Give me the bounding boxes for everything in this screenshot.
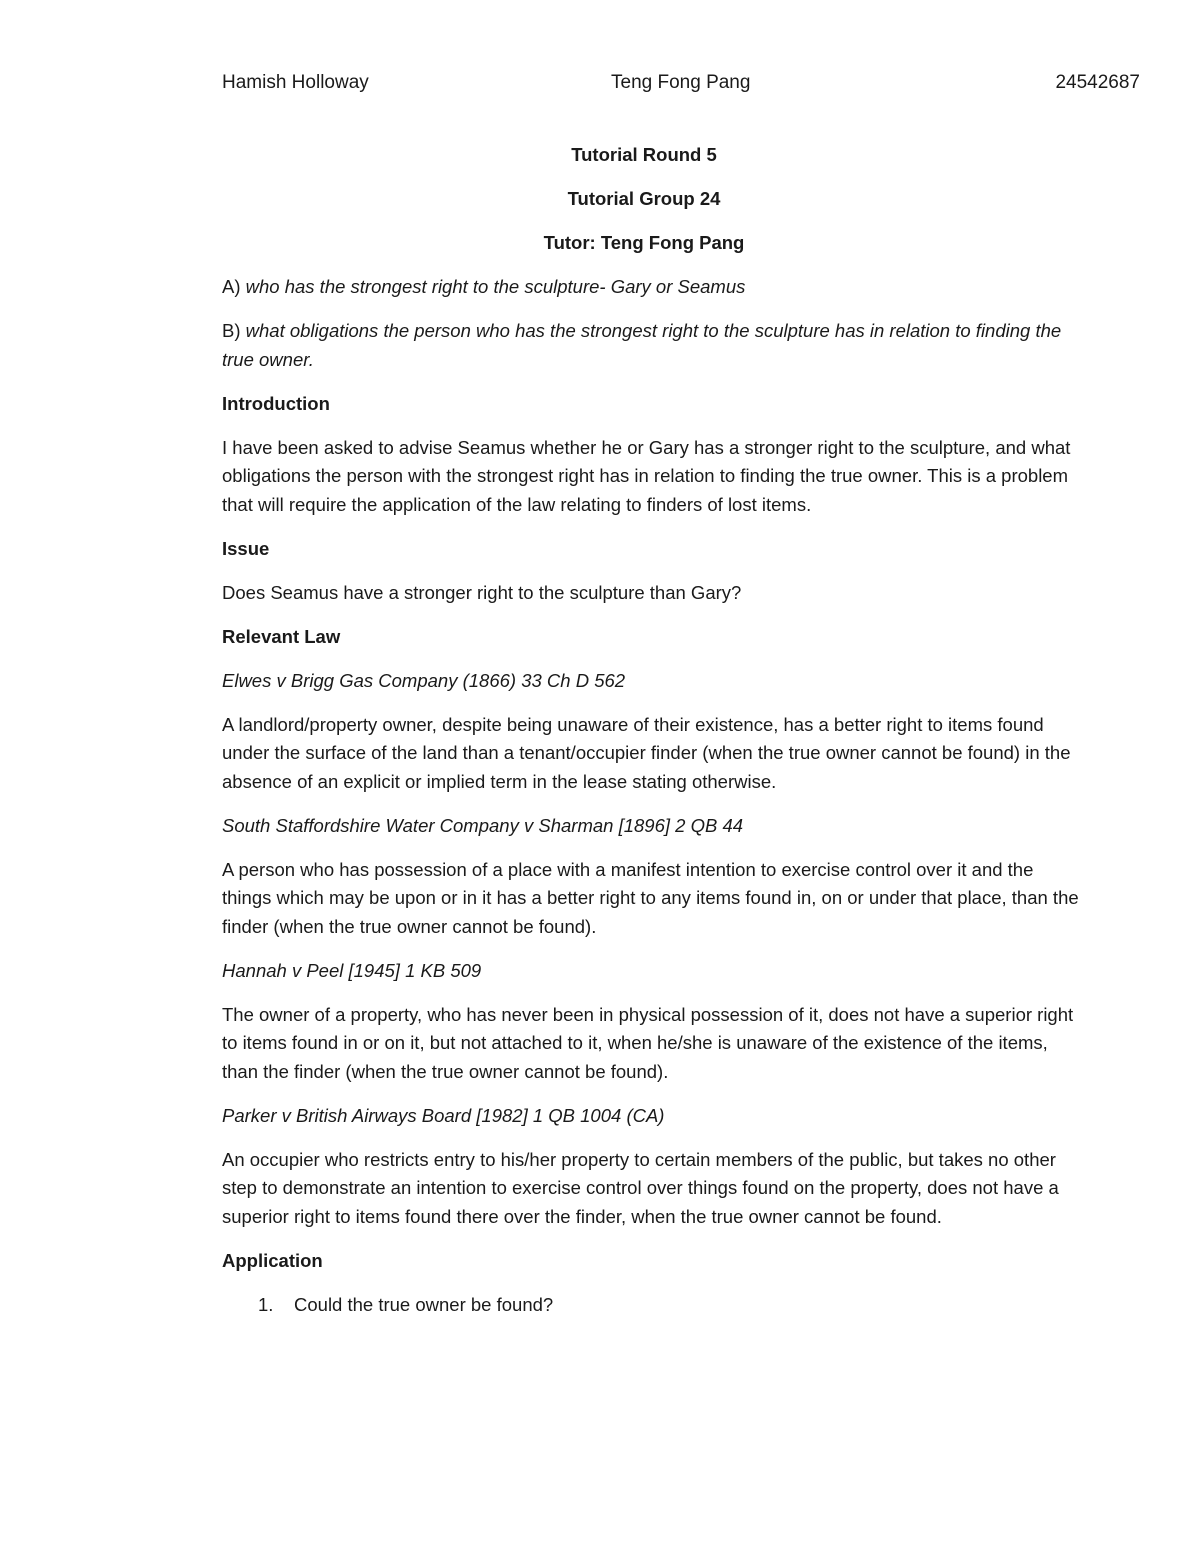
- question-a-text: who has the strongest right to the sculpture- Gary or Seamus: [245, 276, 746, 297]
- case-text-parker: An occupier who restricts entry to his/her property to certain members of the public, but takes no other step to demonstrate an intention to exercise control over things found on the property, does not have a superior right to items found there over the finder, when the true owner cannot be found.: [222, 1148, 1059, 1227]
- header-author: Hamish Holloway: [222, 72, 369, 93]
- application-heading: Application: [222, 1249, 323, 1271]
- question-a: [222, 273, 1082, 302]
- application-list: [222, 1291, 1082, 1320]
- title-tutor: Tutor: Teng Fong Pang: [543, 232, 745, 253]
- case-text-south-staffordshire: A person who has possession of a place with a manifest intention to exercise control over it and the things which may be upon or in it has a better right to any items found in, on or under that place, than the finder (when the true owner cannot be found).: [222, 858, 1079, 937]
- case-text-hannah: The owner of a property, who has never been in physical possession of it, does not have a superior right to items found in or on it, but not attached to it, when he/she is unaware of the existence of the items, than the finder (when the true owner cannot be found).: [222, 1003, 1074, 1082]
- title-group: Tutorial Group 24: [567, 188, 721, 209]
- case-name-parker: Parker v British Airways Board [1982] 1 QB 1004 (CA): [222, 1104, 665, 1126]
- introduction-heading: Introduction: [222, 392, 330, 414]
- question-a-prefix: A): [222, 276, 246, 297]
- question-b-text: what obligations the person who has the strongest right to the sculpture has in relation to finding the true owner.: [222, 320, 1062, 370]
- document-body: [222, 141, 1082, 1319]
- issue-heading: Issue: [222, 537, 270, 559]
- question-b: [222, 317, 1082, 374]
- relevant-law-heading: Relevant Law: [222, 625, 341, 647]
- case-text-elwes: A landlord/property owner, despite being unaware of their existence, has a better right to items found under the surface of the land than a tenant/occupier finder (when the true owner cannot be found) in the absence of an explicit or implied term in the lease stating otherwise.: [222, 713, 1071, 792]
- list-item-text: Could the true owner be found?: [294, 1293, 554, 1315]
- header-tutor: Teng Fong Pang: [611, 72, 751, 93]
- question-b-prefix: B): [222, 320, 246, 341]
- introduction-text: I have been asked to advise Seamus whether he or Gary has a stronger right to the sculpture, and what obligations the person with the strongest right has in relation to finding the true owner. This is a problem that will require the application of the law relating to finders of lost items.: [222, 436, 1071, 515]
- list-item-number: 1.: [258, 1293, 274, 1315]
- list-item: [222, 1291, 1082, 1320]
- page-header: [222, 72, 1140, 100]
- title-round: Tutorial Round 5: [571, 144, 717, 165]
- case-name-hannah: Hannah v Peel [1945] 1 KB 509: [222, 959, 482, 981]
- case-name-south-staffordshire: South Staffordshire Water Company v Sharman [1896] 2 QB 44: [222, 814, 744, 836]
- header-student-id: 24542687: [1055, 72, 1140, 93]
- issue-text: Does Seamus have a stronger right to the sculpture than Gary?: [222, 581, 742, 603]
- case-name-elwes: Elwes v Brigg Gas Company (1866) 33 Ch D 562: [222, 669, 626, 691]
